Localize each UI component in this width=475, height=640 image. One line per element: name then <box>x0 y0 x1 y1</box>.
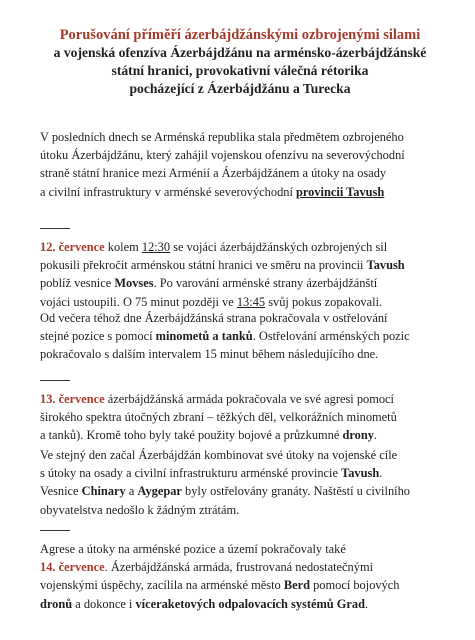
province-name: Tavush <box>341 466 380 481</box>
text: a dokonce i <box>72 596 136 611</box>
text: byly ostřelovány granáty. Naštěstí u civilního <box>181 484 410 499</box>
text-line <box>40 576 432 594</box>
text: a tanků). Kromě toho byly také použity bojové a průzkumné <box>40 428 343 443</box>
text-line <box>40 426 432 444</box>
village-name: Aygepar <box>137 484 182 499</box>
text-line: pokračovalo s dalším intervalem 15 minut během následujícího dne. <box>40 347 379 362</box>
text-line <box>40 327 432 345</box>
text: a <box>125 484 138 499</box>
text: s útoky na osady a civilní infrastrukturu arménské provincie <box>40 466 342 481</box>
title-line-2: a vojenská ofenzíva Ázerbájdžánu na arménsko-ázerbájdžánské <box>53 45 427 60</box>
text-line <box>40 274 432 292</box>
text-line: Od večera téhož dne Ázerbájdžánská strana pokračovala v ostřelování <box>40 311 388 325</box>
province-name: provincii Tavush <box>296 184 385 199</box>
weapons-text: drony <box>342 428 374 443</box>
section-divider <box>40 380 70 381</box>
text: se vojáci ázerbájdžánských ozbrojených sil <box>170 240 388 254</box>
document-title <box>20 26 460 98</box>
text-line <box>40 482 432 500</box>
text-line: útoku Ázerbájdžánu, který zahájil vojenskou ofenzívu na severovýchodní <box>40 148 405 163</box>
text-line: Agrese a útoky na arménské pozice a území pokračovaly také <box>40 542 346 556</box>
text: pokusili překročit arménskou státní hranici ve směru na provincii <box>40 258 367 273</box>
text: kolem <box>104 240 142 254</box>
weapons-text: dronů <box>40 596 73 611</box>
weapons-text: víceraketových odpalovacích systémů Grad <box>135 596 366 611</box>
time-label: 12:30 <box>141 240 171 254</box>
text: vojáci ustoupili. O 75 minut později ve <box>40 294 237 309</box>
text: . <box>373 428 378 443</box>
text-line: straně státní hranice mezi Arménií a Ázerbájdžánem a útoky na osady <box>40 166 387 181</box>
village-name: Chinary <box>81 484 126 499</box>
text: . Ostřelování arménských pozic <box>252 329 410 344</box>
text-line <box>40 256 432 274</box>
text: . Po varování arménské strany ázerbájdžánští <box>153 276 378 291</box>
village-name: Movses <box>114 276 154 291</box>
text-line <box>40 390 432 408</box>
date-label: 14. července <box>40 560 105 575</box>
text: ázerbájdžánská armáda pokračovala ve své agresi pomocí <box>104 392 394 406</box>
weapons-text: minometů a tanků <box>155 329 253 344</box>
section-divider <box>40 530 70 531</box>
time-label: 13:45 <box>236 294 266 309</box>
section-12-july-paragraph-1 <box>40 238 432 311</box>
text-line <box>40 183 432 201</box>
text-line: Ve stejný den začal Ázerbájdžán kombinovat své útoky na vojenské cíle <box>40 448 398 462</box>
text: . Ázerbájdžánská armáda, frustrovaná nedostatečnými <box>104 560 374 575</box>
text: svůj pokus zopakovali. <box>265 294 383 309</box>
text: pomocí bojových <box>310 578 400 593</box>
section-12-july-paragraph-2 <box>40 309 432 364</box>
text-line <box>40 238 432 256</box>
text: . <box>365 596 369 611</box>
date-label: 12. července <box>40 240 105 254</box>
text-line <box>40 595 432 613</box>
section-13-july-paragraph-2 <box>40 446 432 519</box>
title-line-4: pocházející z Ázerbájdžánu a Turecka <box>129 81 351 96</box>
text: . <box>379 466 383 481</box>
section-13-july-paragraph-1 <box>40 390 432 445</box>
text: stejné pozice s pomocí <box>40 329 156 344</box>
title-line-3: státní hranici, provokativní válečná rétorika <box>111 63 369 78</box>
text: poblíž vesnice <box>40 276 115 291</box>
text-line <box>40 558 432 576</box>
text-line: obyvatelstva nedošlo k žádným ztrátám. <box>40 502 240 517</box>
text: vojenskými úspěchy, zacílila na arménské město <box>40 578 284 593</box>
text-line: V posledních dnech se Arménská republika stala předmětem ozbrojeného <box>40 130 404 144</box>
text-line: širokého spektra útočných zbraní – těžkých děl, velkorážních minometů <box>40 410 397 425</box>
province-name: Tavush <box>366 258 405 273</box>
text: a civilní infrastruktury v arménské severovýchodní <box>40 184 296 199</box>
date-label: 13. července <box>40 392 105 406</box>
title-line-1: Porušování příměří ázerbájdžánskými ozbrojenými silami <box>59 27 421 43</box>
section-divider <box>40 228 70 229</box>
text: Vesnice <box>40 484 82 499</box>
city-name: Berd <box>283 578 310 593</box>
intro-paragraph <box>40 128 432 201</box>
section-14-july-paragraph <box>40 540 432 613</box>
text-line <box>40 464 432 482</box>
